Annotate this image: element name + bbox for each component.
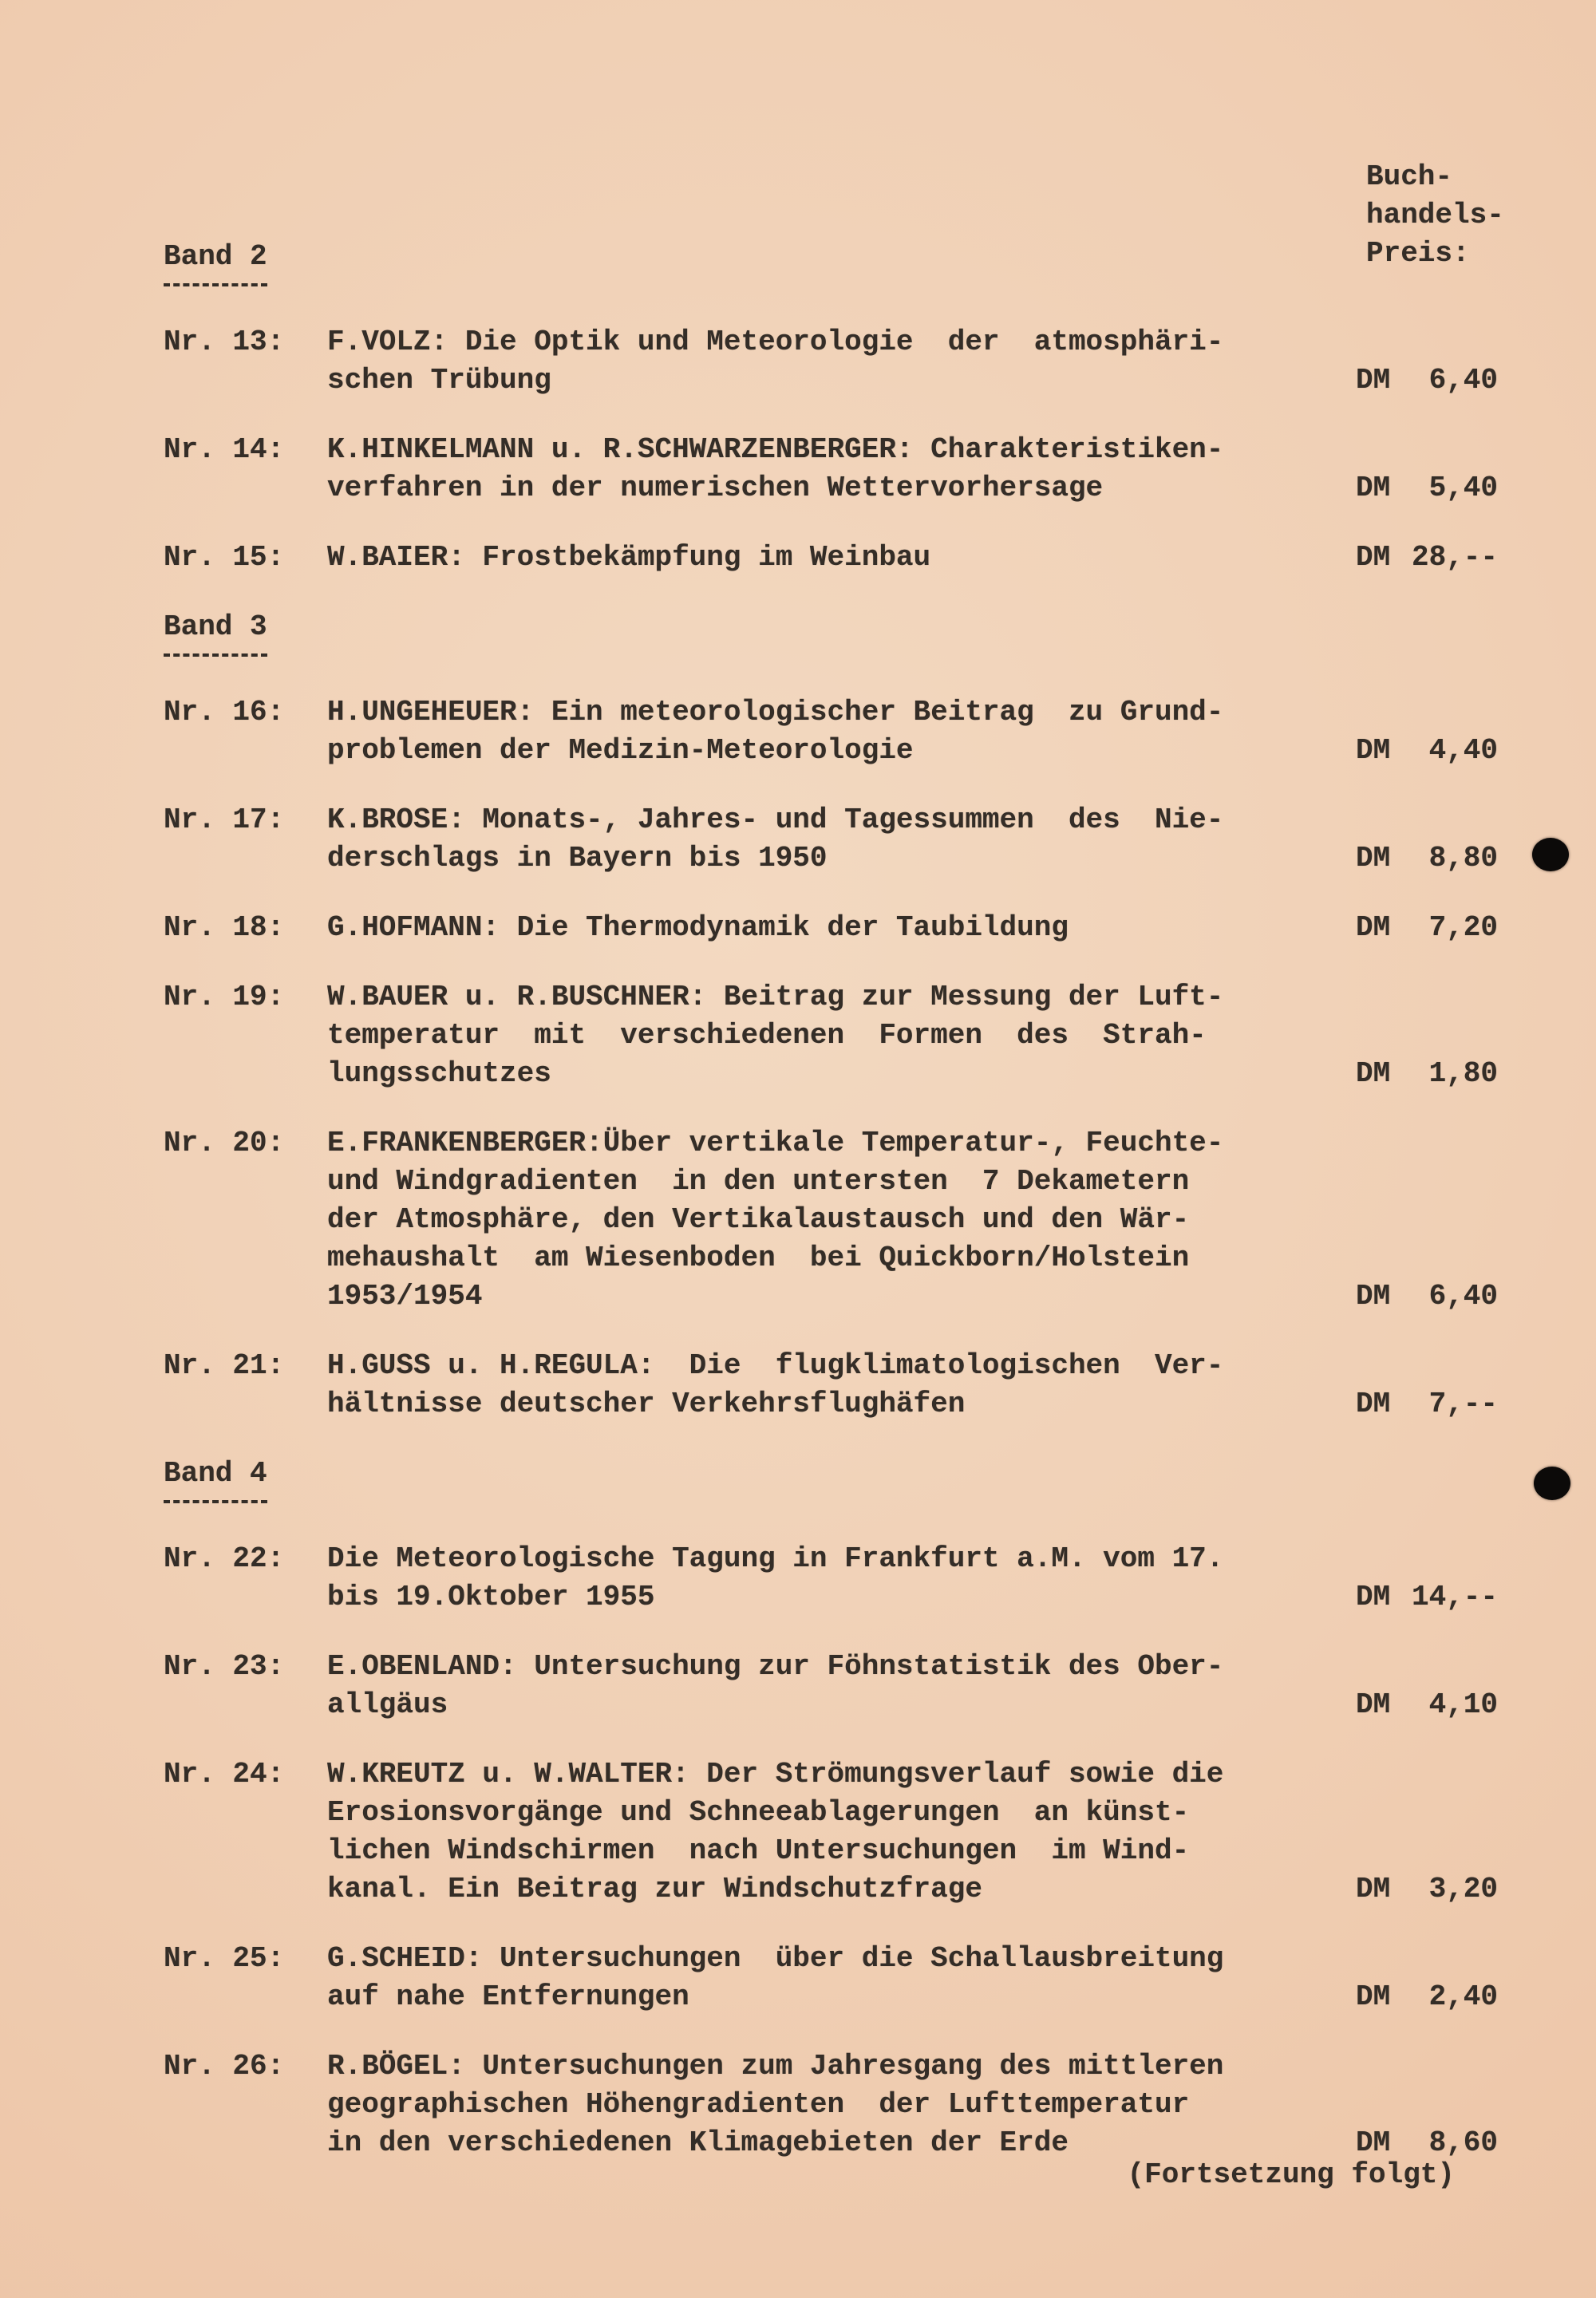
catalog-entry: [164, 2047, 1498, 2162]
price-amount: 6,40: [1428, 364, 1498, 397]
entry-title: [327, 978, 1309, 1093]
catalog-entry: [164, 801, 1498, 878]
entry-price: [1356, 1385, 1498, 1423]
price-amount: 4,10: [1428, 1688, 1498, 1721]
entry-price: [1356, 909, 1498, 947]
currency-label: DM: [1356, 1980, 1391, 2013]
entry-title-line: bis 19.Oktober 1955: [327, 1581, 655, 1613]
entry-title-line: temperatur mit verschiedenen Formen des Strah-: [327, 1019, 1207, 1052]
currency-label: DM: [1356, 364, 1391, 397]
entry-title-line: K.BROSE: Monats-, Jahres- und Tagessummen des Nie-: [327, 804, 1224, 836]
entry-price: [1356, 469, 1498, 507]
entry-title-line: W.KREUTZ u. W.WALTER: Der Strömungsverlauf sowie die: [327, 1758, 1224, 1791]
entry-title-line: mehaushalt am Wiesenboden bei Quickborn/Holstein: [327, 1242, 1190, 1274]
entry-title-line: problemen der Medizin-Meteorologie: [327, 734, 914, 767]
entry-title: [327, 1648, 1309, 1724]
catalog-entry: [164, 431, 1498, 507]
entry-title-line: lungsschutzes: [327, 1057, 551, 1090]
continuation-note: (Fortsetzung folgt): [1127, 2158, 1455, 2191]
band-header: [164, 608, 1498, 657]
price-column-header-line: handels-: [1366, 199, 1504, 231]
entry-title: [327, 1540, 1309, 1617]
catalog-content: [164, 238, 1498, 2193]
entry-number: Nr. 19:: [164, 981, 285, 1013]
entry-price: [1356, 839, 1498, 878]
entry-number: Nr. 16:: [164, 696, 285, 728]
catalog-entry: [164, 1540, 1498, 1617]
entry-title-line: G.HOFMANN: Die Thermodynamik der Taubildung: [327, 911, 1069, 944]
entry-title: [327, 1124, 1309, 1316]
entry-list: [164, 323, 1498, 577]
currency-label: DM: [1356, 911, 1391, 944]
entry-title: [327, 323, 1309, 400]
price-amount: 28,--: [1411, 541, 1498, 574]
entry-title: [327, 909, 1309, 947]
price-column-header-line: Buch-: [1366, 160, 1453, 193]
band-header-label: Band 2: [164, 238, 267, 286]
catalog-entry: [164, 1648, 1498, 1724]
entry-number: Nr. 23:: [164, 1650, 285, 1683]
entry-price: [1356, 361, 1498, 400]
entry-number: Nr. 14:: [164, 433, 285, 466]
hole-punch: [1534, 1467, 1570, 1500]
catalog-entry: [164, 323, 1498, 400]
entry-number: Nr. 24:: [164, 1758, 285, 1791]
price-amount: 3,20: [1428, 1873, 1498, 1905]
sections: [164, 238, 1498, 2162]
entry-title-line: in den verschiedenen Klimagebieten der Erde: [327, 2126, 1069, 2159]
entry-title-line: der Atmosphäre, den Vertikalaustausch und den Wär-: [327, 1203, 1190, 1236]
price-amount: 8,60: [1428, 2126, 1498, 2159]
entry-number: Nr. 13:: [164, 326, 285, 358]
entry-title-line: E.OBENLAND: Untersuchung zur Föhnstatistik des Ober-: [327, 1650, 1224, 1683]
catalog-entry: [164, 909, 1498, 947]
currency-label: DM: [1356, 1388, 1391, 1420]
currency-label: DM: [1356, 541, 1391, 574]
band-section: [164, 238, 1498, 577]
entry-title-line: derschlags in Bayern bis 1950: [327, 842, 828, 875]
price-amount: 1,80: [1428, 1057, 1498, 1090]
catalog-entry: [164, 978, 1498, 1093]
currency-label: DM: [1356, 1873, 1391, 1905]
entry-title-line: W.BAIER: Frostbekämpfung im Weinbau: [327, 541, 931, 574]
catalog-entry: [164, 1124, 1498, 1316]
price-amount: 2,40: [1428, 1980, 1498, 2013]
entry-price: [1356, 1578, 1498, 1617]
band-header-label: Band 3: [164, 608, 267, 657]
currency-label: DM: [1356, 1581, 1391, 1613]
entry-title: [327, 1347, 1309, 1423]
entry-price: [1356, 1686, 1498, 1724]
price-amount: 6,40: [1428, 1280, 1498, 1313]
currency-label: DM: [1356, 1280, 1391, 1313]
entry-list: [164, 693, 1498, 1423]
entry-title: [327, 431, 1309, 507]
currency-label: DM: [1356, 1057, 1391, 1090]
entry-title-line: schen Trübung: [327, 364, 551, 397]
entry-title-line: H.GUSS u. H.REGULA: Die flugklimatologischen Ver-: [327, 1349, 1224, 1382]
catalog-entry: [164, 539, 1498, 577]
entry-price: [1356, 1277, 1498, 1316]
entry-price: [1356, 1055, 1498, 1093]
currency-label: DM: [1356, 472, 1391, 504]
entry-title-line: R.BÖGEL: Untersuchungen zum Jahresgang des mittleren: [327, 2050, 1224, 2083]
entry-title: [327, 1940, 1309, 2016]
entry-number: Nr. 21:: [164, 1349, 285, 1382]
entry-title-line: E.FRANKENBERGER:Über vertikale Temperatur-, Feuchte-: [327, 1127, 1224, 1159]
price-amount: 5,40: [1428, 472, 1498, 504]
entry-title: [327, 1755, 1309, 1909]
entry-title-line: kanal. Ein Beitrag zur Windschutzfrage: [327, 1873, 982, 1905]
entry-title-line: G.SCHEID: Untersuchungen über die Schallausbreitung: [327, 1942, 1224, 1975]
entry-title-line: lichen Windschirmen nach Untersuchungen im Wind-: [327, 1834, 1190, 1867]
entry-title-line: F.VOLZ: Die Optik und Meteorologie der atmosphäri-: [327, 326, 1224, 358]
band-section: [164, 1455, 1498, 2162]
price-amount: 7,20: [1428, 911, 1498, 944]
catalog-entry: [164, 1755, 1498, 1909]
currency-label: DM: [1356, 1688, 1391, 1721]
entry-title-line: auf nahe Entfernungen: [327, 1980, 689, 2013]
entry-number: Nr. 26:: [164, 2050, 285, 2083]
hole-punch: [1532, 838, 1569, 871]
entry-title-line: verfahren in der numerischen Wettervorhersage: [327, 472, 1104, 504]
entry-title-line: W.BAUER u. R.BUSCHNER: Beitrag zur Messung der Luft-: [327, 981, 1224, 1013]
price-amount: 8,80: [1428, 842, 1498, 875]
catalog-entry: [164, 1940, 1498, 2016]
entry-title-line: H.UNGEHEUER: Ein meteorologischer Beitrag zu Grund-: [327, 696, 1224, 728]
entry-list: [164, 1540, 1498, 2162]
entry-title-line: Erosionsvorgänge und Schneeablagerungen an künst-: [327, 1796, 1190, 1829]
entry-number: Nr. 15:: [164, 541, 285, 574]
price-column-header-line: Preis:: [1366, 237, 1470, 270]
entry-number: Nr. 25:: [164, 1942, 285, 1975]
entry-price: [1356, 732, 1498, 770]
currency-label: DM: [1356, 734, 1391, 767]
entry-price: [1356, 1978, 1498, 2016]
entry-title: [327, 539, 1309, 577]
band-section: [164, 608, 1498, 1423]
entry-title-line: Die Meteorologische Tagung in Frankfurt a.M. vom 17.: [327, 1542, 1224, 1575]
entry-title-line: 1953/1954: [327, 1280, 483, 1313]
price-amount: 14,--: [1411, 1581, 1498, 1613]
entry-title-line: und Windgradienten in den untersten 7 Dekametern: [327, 1165, 1190, 1198]
entry-title: [327, 693, 1309, 770]
entry-title-line: allgäus: [327, 1688, 448, 1721]
entry-title: [327, 801, 1309, 878]
catalog-entry: [164, 1347, 1498, 1423]
currency-label: DM: [1356, 2126, 1391, 2159]
price-amount: 7,--: [1428, 1388, 1498, 1420]
catalog-entry: [164, 693, 1498, 770]
entry-title: [327, 2047, 1309, 2162]
entry-number: Nr. 17:: [164, 804, 285, 836]
entry-title-line: geographischen Höhengradienten der Lufttemperatur: [327, 2088, 1190, 2121]
entry-price: [1356, 1870, 1498, 1909]
band-header: [164, 1455, 1498, 1503]
band-header-label: Band 4: [164, 1455, 267, 1503]
entry-price: [1356, 539, 1498, 577]
currency-label: DM: [1356, 842, 1391, 875]
entry-number: Nr. 20:: [164, 1127, 285, 1159]
entry-title-line: hältnisse deutscher Verkehrsflughäfen: [327, 1388, 966, 1420]
entry-number: Nr. 22:: [164, 1542, 285, 1575]
entry-number: Nr. 18:: [164, 911, 285, 944]
band-header: [164, 238, 1498, 286]
price-amount: 4,40: [1428, 734, 1498, 767]
entry-title-line: K.HINKELMANN u. R.SCHWARZENBERGER: Charakteristiken-: [327, 433, 1224, 466]
